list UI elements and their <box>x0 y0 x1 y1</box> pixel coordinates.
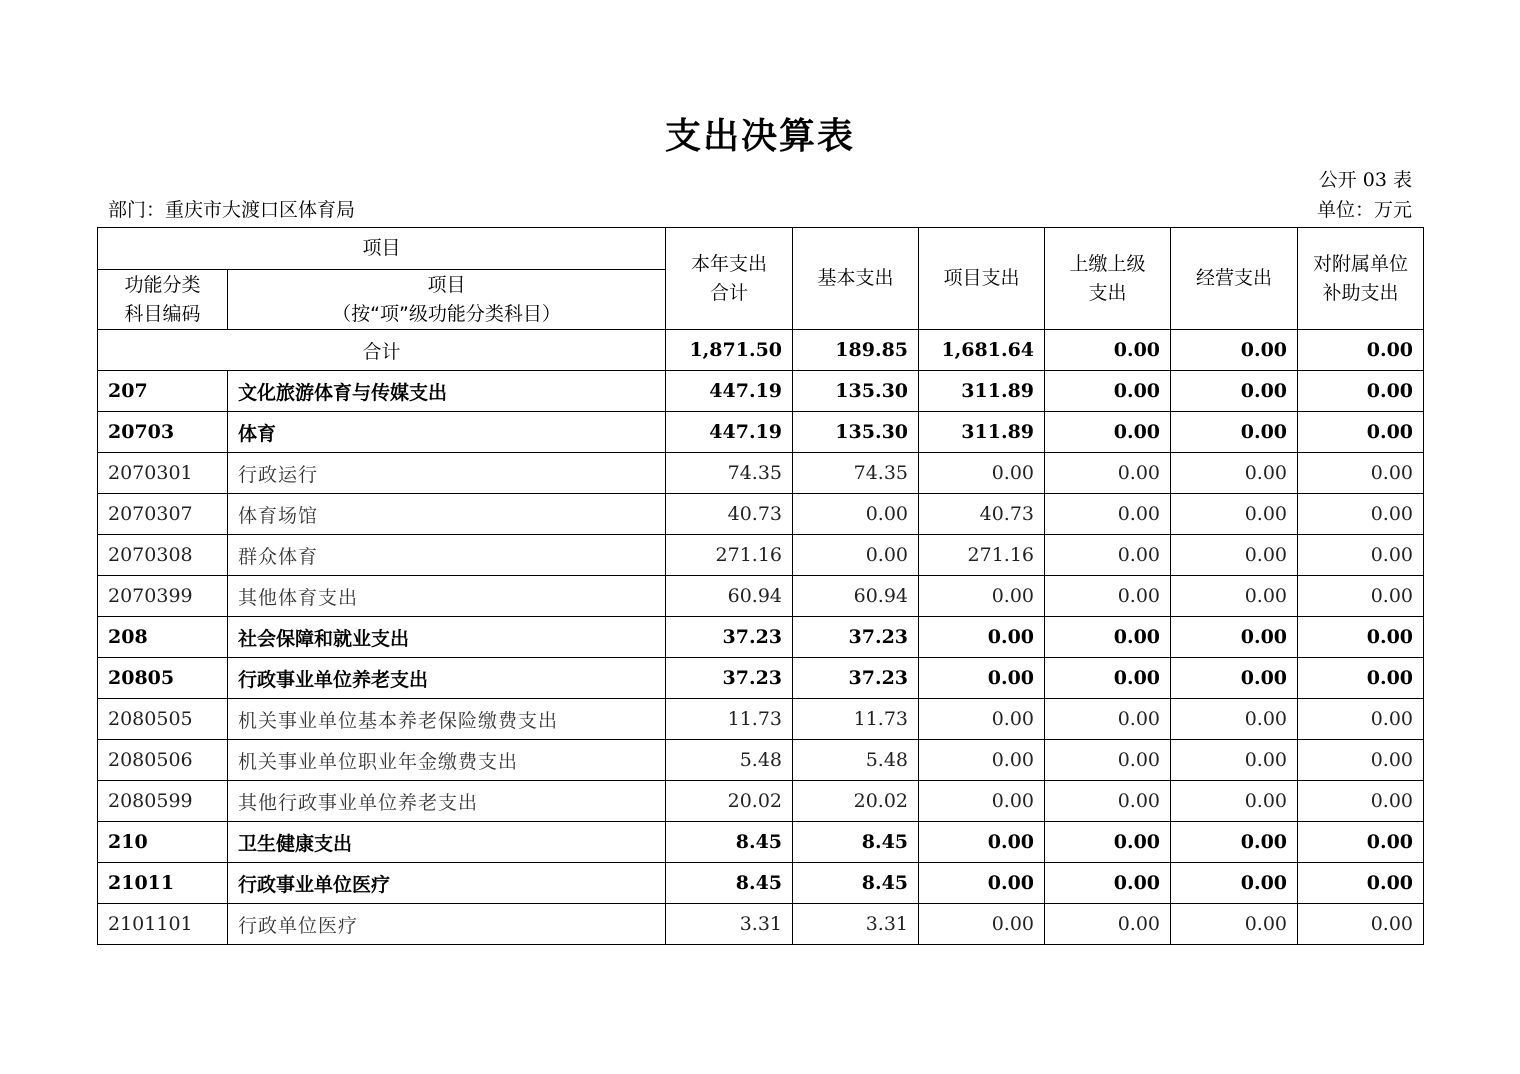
header-name-line2: （按“项”级功能分类科目） <box>332 302 561 325</box>
header-project-expense: 项目支出 <box>919 228 1045 330</box>
header-code <box>98 270 228 330</box>
header-remit-line1: 上缴上级 <box>1069 252 1146 275</box>
row-value: 0.00 <box>1045 371 1171 412</box>
row-value: 3.31 <box>793 904 919 945</box>
row-value: 0.00 <box>1171 822 1298 863</box>
total-value: 0.00 <box>1171 330 1298 371</box>
row-value: 0.00 <box>1171 453 1298 494</box>
page-title: 支出决算表 <box>664 116 855 157</box>
row-value: 271.16 <box>919 535 1045 576</box>
row-value: 0.00 <box>1045 822 1171 863</box>
table-row <box>98 863 1424 904</box>
header-name-line1: 项目 <box>427 273 466 296</box>
row-name: 体育 <box>228 412 666 453</box>
header-project: 项目 <box>98 228 666 270</box>
row-value: 447.19 <box>666 412 793 453</box>
header-code-line2: 科目编码 <box>124 302 201 325</box>
row-value: 0.00 <box>793 494 919 535</box>
table-row <box>98 453 1424 494</box>
header-remit <box>1045 228 1171 330</box>
header-operating: 经营支出 <box>1171 228 1298 330</box>
header-basic: 基本支出 <box>793 228 919 330</box>
row-value: 20.02 <box>666 781 793 822</box>
table-row <box>98 576 1424 617</box>
header-total-line2: 合计 <box>710 281 749 304</box>
row-code: 2070399 <box>98 576 228 617</box>
row-value: 0.00 <box>793 535 919 576</box>
header-subsidy-line1: 对附属单位 <box>1313 252 1409 275</box>
row-value: 0.00 <box>1298 576 1424 617</box>
row-value: 0.00 <box>919 576 1045 617</box>
row-value: 0.00 <box>919 781 1045 822</box>
row-value: 0.00 <box>1045 412 1171 453</box>
row-value: 0.00 <box>1171 535 1298 576</box>
table-row <box>98 617 1424 658</box>
row-value: 0.00 <box>1171 494 1298 535</box>
row-value: 0.00 <box>1171 904 1298 945</box>
row-value: 0.00 <box>1045 740 1171 781</box>
row-code: 2080506 <box>98 740 228 781</box>
row-value: 3.31 <box>666 904 793 945</box>
header-total <box>666 228 793 330</box>
row-value: 0.00 <box>1045 576 1171 617</box>
row-value: 5.48 <box>793 740 919 781</box>
header-subsidy-line2: 补助支出 <box>1322 281 1399 304</box>
row-value: 0.00 <box>1298 699 1424 740</box>
row-value: 0.00 <box>1045 453 1171 494</box>
row-value: 0.00 <box>1298 904 1424 945</box>
row-value: 0.00 <box>1298 494 1424 535</box>
row-value: 40.73 <box>666 494 793 535</box>
row-value: 0.00 <box>919 658 1045 699</box>
row-value: 0.00 <box>1171 617 1298 658</box>
row-value: 0.00 <box>1298 371 1424 412</box>
row-value: 37.23 <box>666 658 793 699</box>
table-row <box>98 904 1424 945</box>
row-value: 0.00 <box>919 453 1045 494</box>
header-remit-line2: 支出 <box>1088 281 1127 304</box>
row-value: 0.00 <box>919 617 1045 658</box>
row-name: 机关事业单位职业年金缴费支出 <box>228 740 666 781</box>
row-name: 社会保障和就业支出 <box>228 617 666 658</box>
row-value: 0.00 <box>1045 658 1171 699</box>
row-value: 37.23 <box>666 617 793 658</box>
table-row <box>98 494 1424 535</box>
header-code-line1: 功能分类 <box>124 273 201 296</box>
row-value: 0.00 <box>1045 535 1171 576</box>
table-row <box>98 699 1424 740</box>
row-name: 卫生健康支出 <box>228 822 666 863</box>
unit-label: 单位：万元 <box>1316 199 1412 221</box>
row-value: 135.30 <box>793 371 919 412</box>
row-value: 40.73 <box>919 494 1045 535</box>
row-value: 74.35 <box>793 453 919 494</box>
row-value: 0.00 <box>1298 781 1424 822</box>
row-value: 0.00 <box>1298 453 1424 494</box>
row-value: 311.89 <box>919 412 1045 453</box>
row-value: 0.00 <box>1171 863 1298 904</box>
row-code: 21011 <box>98 863 228 904</box>
row-value: 0.00 <box>1171 658 1298 699</box>
table-row <box>98 535 1424 576</box>
row-value: 0.00 <box>1045 699 1171 740</box>
table-row <box>98 412 1424 453</box>
row-value: 135.30 <box>793 412 919 453</box>
row-value: 0.00 <box>1298 822 1424 863</box>
row-value: 0.00 <box>1045 617 1171 658</box>
row-value: 37.23 <box>793 617 919 658</box>
row-value: 0.00 <box>1171 781 1298 822</box>
table-row <box>98 781 1424 822</box>
row-value: 0.00 <box>1171 371 1298 412</box>
row-value: 0.00 <box>1171 412 1298 453</box>
row-value: 311.89 <box>919 371 1045 412</box>
total-value: 0.00 <box>1045 330 1171 371</box>
row-value: 0.00 <box>1298 412 1424 453</box>
row-name: 行政事业单位医疗 <box>228 863 666 904</box>
row-value: 0.00 <box>1298 617 1424 658</box>
row-name: 其他行政事业单位养老支出 <box>228 781 666 822</box>
header-name <box>228 270 666 330</box>
row-code: 208 <box>98 617 228 658</box>
row-value: 0.00 <box>919 822 1045 863</box>
row-value: 0.00 <box>1045 904 1171 945</box>
row-name: 体育场馆 <box>228 494 666 535</box>
row-value: 0.00 <box>919 740 1045 781</box>
total-value: 0.00 <box>1298 330 1424 371</box>
table-header <box>98 228 1424 330</box>
row-code: 207 <box>98 371 228 412</box>
row-value: 74.35 <box>666 453 793 494</box>
row-value: 0.00 <box>1045 863 1171 904</box>
department-label: 部门：重庆市大渡口区体育局 <box>108 199 356 221</box>
row-value: 0.00 <box>919 699 1045 740</box>
row-value: 0.00 <box>1298 863 1424 904</box>
row-value: 8.45 <box>793 822 919 863</box>
row-name: 行政事业单位养老支出 <box>228 658 666 699</box>
row-value: 0.00 <box>1171 740 1298 781</box>
table-row <box>98 371 1424 412</box>
row-name: 行政单位医疗 <box>228 904 666 945</box>
row-code: 20805 <box>98 658 228 699</box>
row-value: 0.00 <box>1298 658 1424 699</box>
row-value: 11.73 <box>793 699 919 740</box>
row-name: 群众体育 <box>228 535 666 576</box>
row-value: 0.00 <box>1298 535 1424 576</box>
total-value: 1,871.50 <box>666 330 793 371</box>
row-value: 8.45 <box>666 822 793 863</box>
total-value: 1,681.64 <box>919 330 1045 371</box>
row-value: 60.94 <box>666 576 793 617</box>
row-code: 2070307 <box>98 494 228 535</box>
row-value: 271.16 <box>666 535 793 576</box>
row-value: 20.02 <box>793 781 919 822</box>
table-row <box>98 658 1424 699</box>
header-total-line1: 本年支出 <box>691 252 768 275</box>
row-name: 文化旅游体育与传媒支出 <box>228 371 666 412</box>
total-value: 189.85 <box>793 330 919 371</box>
row-code: 210 <box>98 822 228 863</box>
table-row <box>98 822 1424 863</box>
row-code: 2070308 <box>98 535 228 576</box>
row-code: 20703 <box>98 412 228 453</box>
row-value: 8.45 <box>666 863 793 904</box>
row-value: 0.00 <box>919 863 1045 904</box>
row-value: 0.00 <box>1045 781 1171 822</box>
row-value: 11.73 <box>666 699 793 740</box>
expenditure-table <box>97 227 1424 945</box>
row-value: 0.00 <box>1298 740 1424 781</box>
row-value: 0.00 <box>1045 494 1171 535</box>
row-value: 0.00 <box>919 904 1045 945</box>
table-row <box>98 740 1424 781</box>
table-body <box>98 330 1424 945</box>
row-code: 2080599 <box>98 781 228 822</box>
row-value: 60.94 <box>793 576 919 617</box>
row-code: 2101101 <box>98 904 228 945</box>
row-value: 0.00 <box>1171 699 1298 740</box>
row-value: 5.48 <box>666 740 793 781</box>
row-value: 447.19 <box>666 371 793 412</box>
form-number: 公开 03 表 <box>1318 169 1412 191</box>
total-row <box>98 330 1424 371</box>
row-value: 0.00 <box>1171 576 1298 617</box>
header-subsidy <box>1298 228 1424 330</box>
row-value: 8.45 <box>793 863 919 904</box>
total-label: 合计 <box>98 330 666 371</box>
row-code: 2070301 <box>98 453 228 494</box>
row-value: 37.23 <box>793 658 919 699</box>
row-code: 2080505 <box>98 699 228 740</box>
row-name: 机关事业单位基本养老保险缴费支出 <box>228 699 666 740</box>
row-name: 其他体育支出 <box>228 576 666 617</box>
row-name: 行政运行 <box>228 453 666 494</box>
